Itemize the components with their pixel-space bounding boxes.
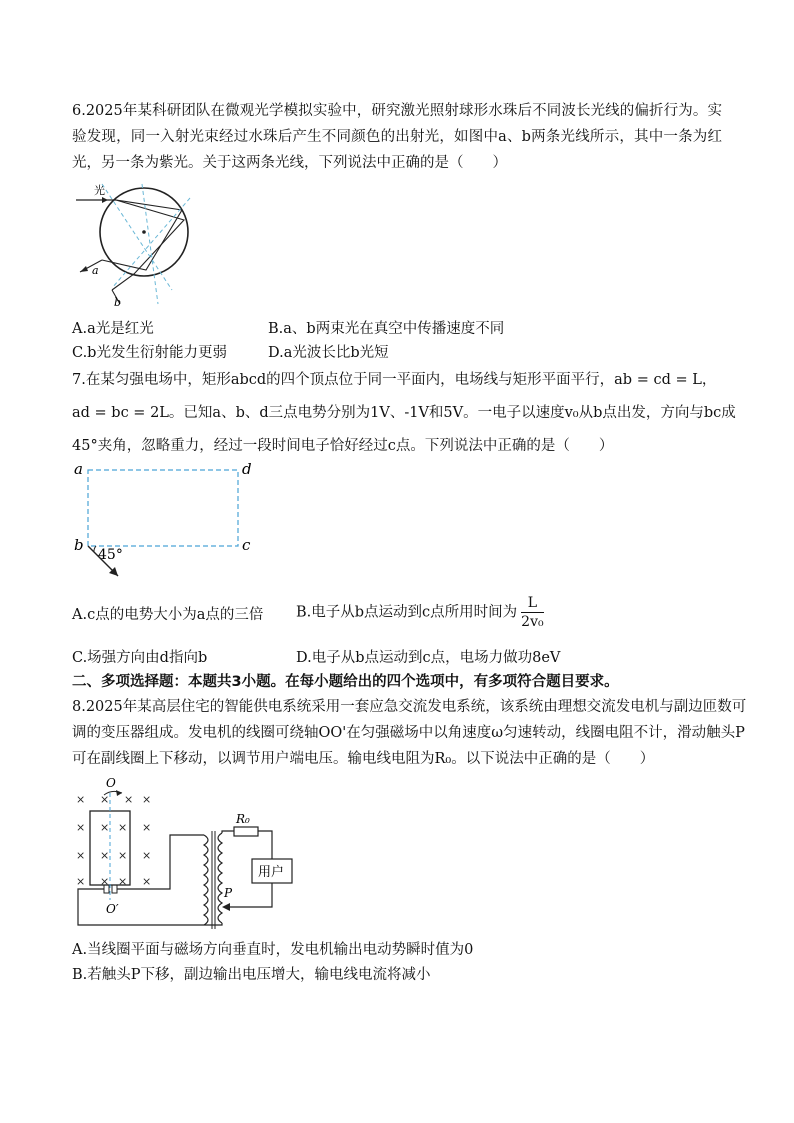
q8-option-a: A.当线圈平面与磁场方向垂直时，发电机输出电动势瞬时值为0	[72, 942, 474, 958]
q8-line2: 调的变压器组成。发电机的线圈可绕轴OO'在匀强磁场中以角速度ω匀速转动，线圈电阻不计，滑动触头P	[72, 725, 745, 741]
q7-option-b	[296, 594, 544, 631]
svg-text:×: ×	[118, 875, 128, 888]
angle-label: 45°	[98, 547, 123, 563]
r0-label: R₀	[236, 812, 250, 826]
q7-option-c: C.场强方向由d指向b	[72, 650, 208, 666]
svg-text:b: b	[74, 536, 84, 554]
q7-line3: 45°夹角，忽略重力，经过一段时间电子恰好经过c点。下列说法中正确的是（ ）	[72, 438, 614, 454]
section-2-heading: 二、多项选择题：本题共3小题。在每小题给出的四个选项中，有多项符合题目要求。	[72, 674, 619, 690]
q6-option-d: D.a光波长比b光短	[268, 345, 389, 361]
q7-option-b-text: B.电子从b点运动到c点所用时间为	[296, 604, 518, 621]
q7-option-d: D.电子从b点运动到c点，电场力做功8eV	[296, 650, 561, 666]
svg-text:d: d	[242, 460, 252, 478]
svg-text:×: ×	[100, 793, 110, 806]
q7-figure	[72, 458, 262, 583]
q6-figure	[72, 180, 202, 310]
svg-text:a: a	[74, 460, 83, 478]
axis-o-label: O	[106, 776, 116, 790]
q7-line2: ad = bc = 2L。已知a、b、d三点电势分别为1V、-1V和5V。一电子以速度v₀从b点出发，方向与bc成	[72, 405, 736, 421]
svg-text:×: ×	[142, 793, 152, 806]
slider-p-label: P	[224, 886, 233, 900]
q6-option-c: C.b光发生衍射能力更弱	[72, 345, 227, 361]
axis-o-prime-label: O′	[106, 902, 119, 916]
svg-text:×: ×	[76, 793, 86, 806]
svg-text:×: ×	[76, 849, 86, 862]
svg-text:×: ×	[118, 821, 128, 834]
fraction: $\frac{L}{\text{2v₀}}$	[521, 595, 544, 630]
svg-text:×: ×	[100, 821, 110, 834]
rectangle-abcd	[88, 470, 238, 546]
q6-option-b: B.a、b两束光在真空中传播速度不同	[268, 321, 505, 337]
q6-option-a: A.a光是红光	[72, 321, 154, 337]
svg-text:×: ×	[118, 849, 128, 862]
q8-figure	[72, 775, 312, 937]
svg-text:×: ×	[142, 821, 152, 834]
magnetic-field-crosses	[76, 793, 151, 888]
svg-text:×: ×	[124, 793, 134, 806]
primary-coil	[204, 835, 208, 925]
resistor-r0	[234, 827, 258, 836]
q8-line3: 可在副线圈上下移动，以调节用户端电压。输电线电阻为R₀。以下说法中正确的是（ ）	[72, 751, 655, 767]
q7-line1: 7.在某匀强电场中，矩形abcd的四个顶点位于同一平面内，电场线与矩形平面平行，ab = cd = L，	[72, 372, 717, 388]
user-label: 用户	[258, 865, 285, 880]
secondary-coil	[218, 833, 222, 923]
q8-option-b: B.若触头P下移，副边输出电压增大，输电线电流将减小	[72, 967, 431, 983]
svg-text:×: ×	[100, 849, 110, 862]
light-label: 光	[94, 184, 105, 197]
svg-text:×: ×	[142, 875, 152, 888]
q7-option-a: A.c点的电势大小为a点的三倍	[72, 607, 264, 623]
svg-text:×: ×	[100, 875, 110, 888]
q8-line1: 8.2025年某高层住宅的智能供电系统采用一套应急交流发电系统，该系统由理想交流发电机与副边匝数可	[72, 699, 747, 715]
ray-a-label: a	[92, 264, 99, 277]
ray-b-label: b	[114, 296, 122, 309]
svg-text:×: ×	[76, 821, 86, 834]
svg-text:c: c	[242, 536, 251, 554]
q6-stem: 6.2025年某科研团队在微观光学模拟实验中，研究激光照射球形水珠后不同波长光线的偏折行为。实验发现，同一入射光束经过水珠后产生不同颜色的出射光，如图中a、b两条光线所示，其中一条为红光，另一条为紫光。关于这两条光线，下列说法中正确的是（ ）	[72, 103, 722, 171]
svg-text:×: ×	[142, 849, 152, 862]
svg-text:×: ×	[76, 875, 86, 888]
